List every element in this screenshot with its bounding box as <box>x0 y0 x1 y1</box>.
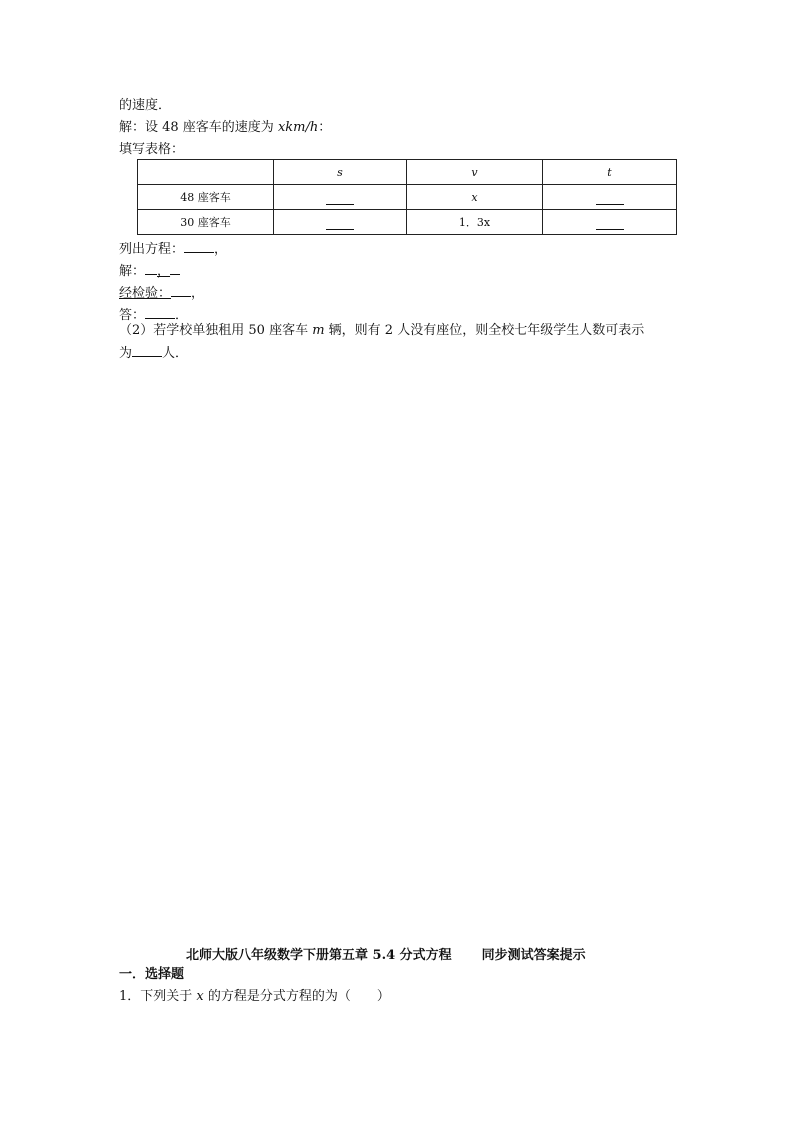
intro-text: 的速度． <box>119 98 172 113</box>
solve-mark: ， <box>157 264 171 279</box>
fill-blank[interactable] <box>145 306 175 319</box>
section-heading-text: 一．选择题 <box>119 967 185 982</box>
table-cell-v: x <box>407 185 543 210</box>
part2-line-1 <box>119 322 644 339</box>
speed-variable: xkm/h <box>277 120 319 135</box>
answers-title-main: 北师大版八年级数学下册第五章 5.4 分式方程 <box>186 948 452 963</box>
part2-line-2 <box>119 344 188 362</box>
part2-unit: 人． <box>162 346 189 361</box>
table-row <box>138 185 677 210</box>
section-heading <box>119 966 184 983</box>
solve-setup-line <box>119 119 331 136</box>
table-row-label: 48 座客车 <box>138 185 274 210</box>
part2-text-2: 为 <box>119 346 133 361</box>
table-cell-t[interactable] <box>543 185 677 210</box>
part2-variable: m <box>312 323 325 338</box>
fill-blank[interactable] <box>596 196 624 205</box>
table-header-row <box>138 160 677 185</box>
fill-blank[interactable] <box>184 240 214 253</box>
answers-title-sub: 同步测试答案提示 <box>481 948 586 963</box>
answer-suffix: ． <box>175 308 189 323</box>
table-header-cell: t <box>543 160 677 185</box>
table-header-cell <box>138 160 274 185</box>
fill-blank[interactable] <box>170 262 180 275</box>
table-row <box>138 210 677 235</box>
fill-blank[interactable] <box>326 196 354 205</box>
intro-line <box>119 97 171 114</box>
fill-blank[interactable] <box>171 284 191 297</box>
solve-line <box>119 262 180 280</box>
check-line <box>119 284 204 302</box>
question-1-text-cont: 的方程是分式方程的为（ ） <box>203 989 390 1004</box>
check-suffix: ， <box>191 286 205 301</box>
equation-line <box>119 240 227 258</box>
table-row-label: 30 座客车 <box>138 210 274 235</box>
solve-label: 解： <box>119 264 146 279</box>
question-1 <box>119 988 390 1005</box>
part2-text: （2）若学校单独租用 50 座客车 <box>119 323 313 338</box>
fill-blank[interactable] <box>326 221 354 230</box>
fill-blank[interactable] <box>132 344 162 357</box>
table-header-cell: v <box>407 160 543 185</box>
check-label: 经检验： <box>119 286 172 301</box>
answer-label: 答： <box>119 308 146 323</box>
equation-label: 列出方程： <box>119 242 185 257</box>
fill-table-line <box>119 141 184 158</box>
solve-setup-suffix: ： <box>318 120 332 135</box>
fill-blank[interactable] <box>145 262 157 275</box>
fill-table-label: 填写表格： <box>119 142 185 157</box>
table-cell-s[interactable] <box>274 185 407 210</box>
answers-title <box>186 944 586 963</box>
equation-suffix: ， <box>214 242 228 257</box>
table-cell-s[interactable] <box>274 210 407 235</box>
question-1-variable: x <box>196 989 204 1004</box>
table-cell-v: 1．3x <box>407 210 543 235</box>
question-1-text: 1．下列关于 <box>119 989 197 1004</box>
fill-blank[interactable] <box>596 221 624 230</box>
table-header-cell: s <box>274 160 407 185</box>
solve-setup-text: 解：设 48 座客车的速度为 <box>119 120 278 135</box>
table-cell-t[interactable] <box>543 210 677 235</box>
speed-table <box>137 159 677 235</box>
part2-text-cont: 辆，则有 2 人没有座位，则全校七年级学生人数可表示 <box>324 323 645 338</box>
